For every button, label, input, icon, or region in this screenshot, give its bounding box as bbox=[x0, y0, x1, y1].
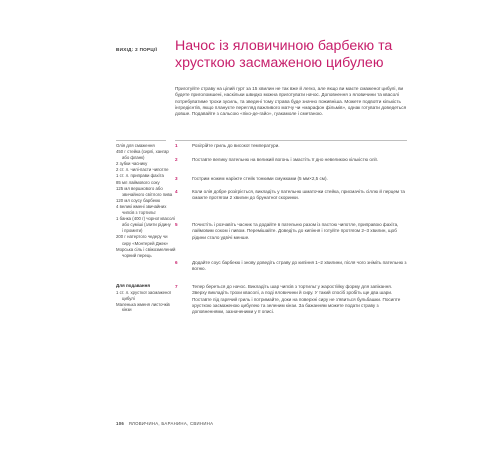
ingredient-item: 1 ст. л. приправи фахіта bbox=[116, 173, 164, 179]
ingredients-list bbox=[116, 143, 182, 259]
section-name: ЯЛОВИЧИНА, БАРАНИНА, СВИНИНА bbox=[128, 421, 214, 426]
step-text: Коли олія добре розігріється, викладіть у пательню шматочки стейка, присмачіть сіллю й перцем та смажте протягом 2 хвилин до брунатної скоринки. bbox=[192, 189, 405, 201]
ingredient-item: або фланк) bbox=[122, 155, 145, 161]
ingredient-item: Морська сіль і свіжозмелений bbox=[116, 246, 176, 252]
divider-left bbox=[116, 140, 166, 141]
step-text: Розігрійте гриль до високої температури. bbox=[192, 143, 280, 148]
ingredient-item: або суміші (злити рідину bbox=[122, 222, 171, 228]
step-number: 2 bbox=[175, 157, 178, 162]
ingredient-item: 120 мл соусу барбекю bbox=[116, 197, 161, 203]
serving-list bbox=[116, 290, 176, 313]
ingredient-item: чорний перець bbox=[122, 252, 152, 258]
step-text: Тепер береться до начос. Викладіть шар чипсів з тортильї у жаростійку форму для запікання. Зверху викладіть трохи квасолі, а поді яловичини й сиру. У такий спосіб зробіть ще два шари. Поставте під гарячий гриль і потримайте, доки на поверхні сиру не з'явиться бульбашки. Посипте хрусткою засмаженою цибулею та зеленим кінзи. За бажанням можете подати страву з доповненнями, зазначеними у її описі. bbox=[192, 284, 401, 315]
page-number: 106 bbox=[116, 421, 125, 426]
ingredient-item: 1 банка (400 г) чорної квасолі bbox=[116, 216, 175, 222]
serving-heading: Для подавання bbox=[116, 283, 150, 288]
step-number: 1 bbox=[175, 143, 178, 148]
ingredient-item: і промити) bbox=[122, 228, 143, 234]
step-number: 4 bbox=[175, 189, 178, 194]
ingredient-item: 125 мл вершкового або bbox=[116, 185, 163, 191]
ingredient-item: Олія для смаження bbox=[116, 143, 155, 148]
ingredient-item: 2 ст. л. чилі-пасти чипотле bbox=[116, 167, 169, 173]
step-text: Поставте велику пательню на великий вогонь і змастіть її дно невеликою кількістю олії. bbox=[192, 157, 379, 162]
step-text: Додайте соус барбекю і знову доведіть страву до кипіння 1–2 хвилини, після чого зніміть пательню з вогню. bbox=[192, 260, 407, 272]
step-number: 5 bbox=[175, 222, 178, 227]
step-number: 7 bbox=[175, 284, 178, 289]
serving-item: кінзи bbox=[122, 307, 132, 313]
recipe-intro: Приготуйте страву на цілий гурт за 15 хвилин не так вже й легко, але якщо ви маєте смаженої цибулі, ви будете приголомшені, наскільки швидко можна приготувати начос. Доповнення з яловичини та квасолі потребуватиме трохи зусиль, та зведені тому страва буде значно поживніша. Можете подвоїти кількість інгредієнтів, якщо плануєте перегляд важливого матчу чи «марафон фільмів», однак готувати доведеться довше. Подавайте з сальсою «піко-де-гайо», гуакамоле і сметаною. bbox=[175, 86, 407, 117]
ingredient-item: 2 зубки часнику bbox=[116, 161, 148, 167]
ingredient-item: 4 великі жмені звичайних bbox=[116, 203, 167, 209]
step-number: 3 bbox=[175, 176, 178, 181]
step-text: Почистіть і розчавіть часник та додайте в пательню разом із пастою чипотле, приправою фахіта, лаймовим соком і пивом. Перемішайте. Доведіть до кипіння і готуйте протягом 2–3 хвилин, щоб рідини стало удвічі менше. bbox=[192, 222, 399, 240]
ingredient-item: 200 г натертого чедеру чи bbox=[116, 234, 168, 240]
divider-right bbox=[175, 140, 407, 141]
ingredient-item: сиру «Монтерей Джек» bbox=[122, 240, 169, 246]
serving-item: 1 ст. л. хрусткої засмаженої bbox=[116, 290, 171, 295]
ingredient-item: чипсів з тортильї bbox=[122, 210, 156, 216]
step-text: Гострим ножем наріжте стейк тонкими смужками (5 мм×2,5 см). bbox=[192, 176, 328, 181]
recipe-title: Начос із яловичиною барбекю та хрусткою засмаженою цибулею bbox=[175, 38, 393, 71]
step-number: 6 bbox=[175, 260, 178, 265]
ingredient-item: 450 г стейка (сирлі, хангар bbox=[116, 149, 169, 155]
page-footer bbox=[116, 421, 213, 426]
ingredient-item: звичайного світлого пива bbox=[122, 191, 173, 197]
ingredient-item: 85 мл лаймового соку bbox=[116, 179, 160, 185]
serving-item: цибулі bbox=[122, 295, 135, 301]
serving-item: Маленька жменя листочків bbox=[116, 301, 170, 307]
yield-label: ВИХІД: 2 ПОРЦІЇ bbox=[116, 47, 158, 52]
